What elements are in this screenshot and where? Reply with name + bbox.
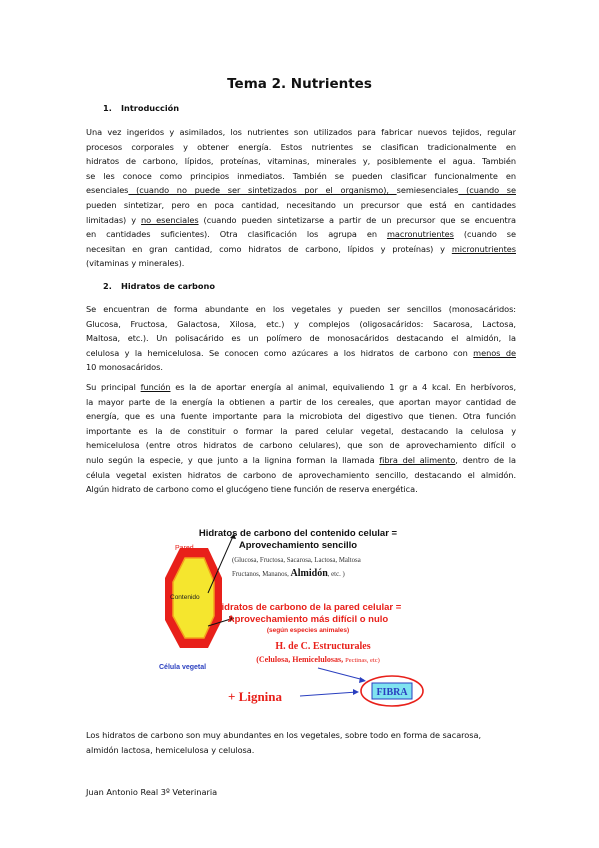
label-contenido: Contenido — [170, 594, 200, 601]
underlined-term: micronutrientes — [451, 243, 516, 254]
paragraph-line — [86, 256, 516, 271]
text-segment: importante es la de constituir o formar la pared celular vegetal, destacando la celulosa y — [86, 425, 516, 436]
underlined-term: no esenciales — [141, 214, 199, 225]
section-number: 2. — [103, 281, 112, 291]
paragraph-line — [86, 728, 516, 743]
paragraph-line — [86, 198, 516, 213]
wall-title-1: Hidratos de carbono de la pared celular = — [214, 602, 402, 613]
paragraph-line — [86, 302, 516, 317]
intro-paragraph — [86, 125, 516, 271]
paragraph-line — [86, 438, 516, 453]
text-segment: hidratos de carbono, lípidos, proteínas, vitaminas, minerales y, posiblemente el agua. También — [86, 156, 516, 167]
underlined-term: (cuando se — [458, 185, 516, 196]
text-segment: en cantidades suficientes). Otra clasificación los agrupa en — [86, 229, 387, 240]
text-segment: procesos corporales y obtener energía. Estos nutrientes se clasifican tradicionalmente en — [86, 141, 516, 152]
text-segment: Glucosa, Fructosa, Galactosa, Xilosa, etc.) y complejos (oligosacáridos: Sacarosa, Lactosa, — [86, 318, 516, 329]
content-list-1: (Glucosa, Fructosa, Sacarosa, Lactosa, Maltosa — [232, 557, 361, 564]
paragraph-line — [86, 213, 516, 228]
text-segment: nulo según la especie, y que junto a la lignina forman la llamada — [86, 454, 380, 465]
text-segment: célula vegetal existen hidratos de carbono de aprovechamiento sencillo, destacando el almidón. — [86, 469, 516, 480]
text-segment: (cuando pueden sintetizarse a partir de un precursor que se encuentra — [198, 214, 516, 225]
underlined-term: menos de — [473, 347, 516, 358]
structural-title: H. de C. Estructurales — [275, 641, 371, 652]
arrow-lignina — [300, 692, 357, 696]
text-segment: , dentro de la — [455, 454, 516, 465]
paragraph-line — [86, 346, 516, 361]
text-segment: (vitaminas y minerales). — [86, 258, 185, 269]
section-title: Hidratos de carbono — [121, 281, 215, 291]
label-pared: Pared — [175, 545, 194, 552]
carbs-paragraph-1 — [86, 302, 516, 375]
wall-title-2: Aprovechamiento más difícil o nulo — [227, 614, 389, 625]
lignina-label: + Lignina — [228, 689, 283, 704]
paragraph-line — [86, 424, 516, 439]
text-segment: (cuando se — [453, 229, 516, 240]
text-segment: la mayor parte de la energía la obtienen a partir de los cereales, que aportan mayor cantidad de — [86, 396, 516, 407]
paragraph-line — [86, 468, 516, 483]
text-segment: necesitan en gran cantidad, como hidratos de carbono, lípidos y proteínas) y — [86, 243, 452, 254]
carbs-paragraph-2 — [86, 380, 516, 497]
paragraph-line — [86, 140, 516, 155]
paragraph-line — [86, 380, 516, 395]
underlined-term: (cuando no puede ser sintetizados por el organismo), — [128, 185, 397, 196]
paragraph-line — [86, 169, 516, 184]
paragraph-line — [86, 743, 516, 758]
text-segment: 10 monosacáridos. — [86, 362, 163, 373]
content-list-2: Fructanos, Mananos, Almidón, etc. ) — [232, 568, 345, 579]
footer-author: Juan Antonio Real 3º Veterinaria — [86, 787, 218, 797]
text-segment: Maltosa, etc.). Un polisacárido es un polímero de monosacáridos destacando el almidón, la — [86, 333, 516, 344]
paragraph-line — [86, 183, 516, 198]
text-segment: almidón lactosa, hemicelulosa y celulosa. — [86, 744, 255, 755]
text-segment: Los hidratos de carbono son muy abundantes en los vegetales, sobre todo en forma de sacarosa, — [86, 730, 481, 740]
text-segment: esenciales — [86, 185, 129, 196]
text-segment: limitadas) y — [86, 214, 142, 225]
text-segment: hemicelulosa (entre otros hidratos de carbono celulares), que son de aprovechamiento difícil o — [86, 440, 516, 451]
carbs-paragraph-3 — [86, 728, 516, 757]
paragraph-line — [86, 482, 516, 497]
paragraph-line — [86, 154, 516, 169]
underlined-term: fibra del alimento — [379, 454, 456, 465]
text-segment: Una vez ingeridos y asimilados, los nutrientes son utilizados para fabricar nuevos tejidos, regular — [86, 127, 516, 137]
structural-list: (Celulosa, Hemicelulosas, Pectinas, etc) — [256, 655, 380, 664]
content-title-2: Aprovechamiento sencillo — [238, 540, 358, 551]
text-segment: es la de aportar energía al animal, equivaliendo 1 gr a 4 kcal. En herbívoros, — [170, 382, 517, 392]
label-celula: Célula vegetal — [159, 664, 207, 671]
section-heading-carbs — [103, 281, 215, 291]
paragraph-line — [86, 125, 516, 140]
text-segment: semiesenciales — [396, 185, 459, 196]
text-segment: se les conoce como principios inmediatos. También se pueden clasificar funcionalmente en — [86, 170, 516, 181]
arrow-structural — [318, 668, 364, 680]
paragraph-line — [86, 395, 516, 410]
text-segment: Algún hidrato de carbono como el glucógeno tiene función de reserva energética. — [86, 484, 418, 495]
section-number: 1. — [103, 103, 112, 113]
wall-note: (según especies animales) — [266, 627, 350, 634]
content-title-1: Hidratos de carbono del contenido celular = — [198, 528, 398, 539]
paragraph-line — [86, 453, 516, 468]
underlined-term: macronutrientes — [386, 229, 454, 240]
paragraph-line — [86, 242, 516, 257]
paragraph-line — [86, 409, 516, 424]
section-heading-intro — [103, 103, 179, 113]
text-segment: Se encuentran de forma abundante en los vegetales y pueden ser sencillos (monosacáridos: — [86, 304, 516, 314]
carbohydrate-figure — [150, 520, 450, 710]
text-segment: energía, que es una fuente importante para la microbiota del digestivo que tienen. Otra función — [86, 411, 516, 422]
text-segment: celulosa y la hemicelulosa. Se conocen como azúcares a los hidratos de carbono con — [86, 347, 474, 358]
text-segment: pueden sintetizar, pero en poca cantidad, necesitando un precursor que está en cantidades — [86, 199, 516, 210]
underlined-term: función — [140, 382, 171, 392]
fibra-label: FIBRA — [376, 687, 408, 698]
paragraph-line — [86, 317, 516, 332]
paragraph-line — [86, 227, 516, 242]
section-title: Introducción — [121, 103, 180, 113]
paragraph-line — [86, 331, 516, 346]
page-title: Tema 2. Nutrientes — [227, 76, 372, 92]
paragraph-line — [86, 360, 516, 375]
text-segment: Su principal — [86, 382, 141, 392]
